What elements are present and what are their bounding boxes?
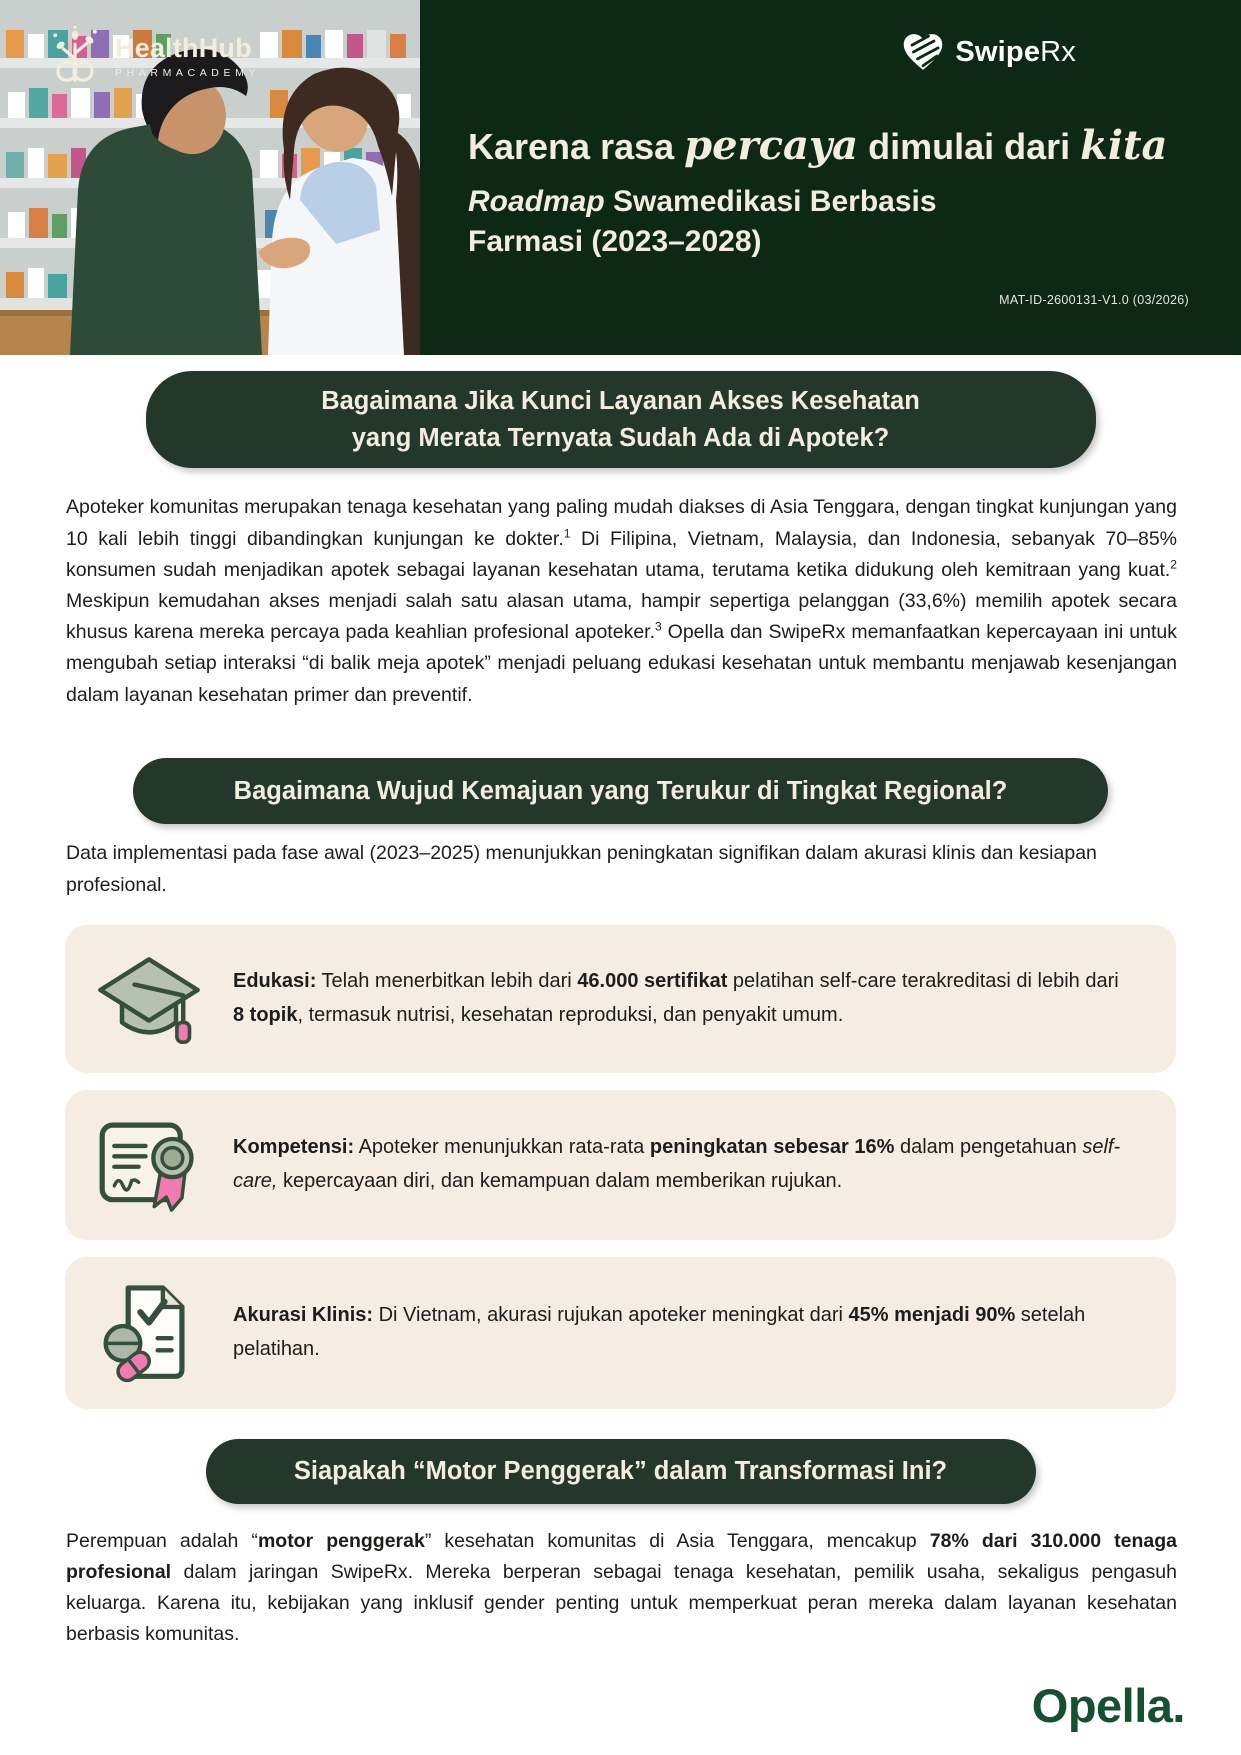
card-clinical-accuracy: [65, 1257, 1176, 1409]
certificate-icon: [97, 1110, 201, 1220]
hero-banner: [0, 0, 1241, 355]
card-competency-text: Kompetensi: Apoteker menunjukkan rata-rata peningkatan sebesar 16% dalam pengetahuan self-care, kepercayaan diri, dan kemampuan dalam memberikan rujukan.: [233, 1136, 1121, 1192]
card-competency-icon-wrap: [65, 1110, 233, 1220]
swiperx-name: SwipeRx: [955, 35, 1076, 68]
swiperx-logo: [900, 30, 1076, 74]
section-header-progress: Bagaimana Wujud Kemajuan yang Terukur di Tingkat Regional?: [133, 758, 1108, 825]
paragraph-access: Apoteker komunitas merupakan tenaga kesehatan yang paling mudah diakses di Asia Tenggara, dengan tingkat kunjungan yang 10 kali lebih tinggi dibandingkan kunjungan ke dokter.$^1$ Di Filipina, Vietnam, Malaysia, dan Indonesia, sebanyak 70–85% konsumen sudah menjadikan apotek sebagai layanan kesehatan utama, terutama ketika didukung oleh kemitraan yang kuat.$^2$ Meskipun kemudahan akses menjadi salah satu alasan utama, hampir sepertiga pelanggan (33,6%) memilih apotek secara khusus karena mereka percaya pada keahlian profesional apoteker.$^3$ Opella dan SwipeRx memanfaatkan kepercayaan ini untuk mengubah setiap interaksi “di balik meja apotek” menjadi peluang edukasi kesehatan untuk membantu menjawab kesenjangan dalam layanan kesehatan primer dan preventif.: [66, 496, 1177, 706]
graduation-cap-icon: [95, 945, 203, 1053]
healthhub-logo: [48, 26, 260, 86]
material-id: MAT-ID-2600131-V1.0 (03/2026): [999, 293, 1189, 307]
document-check-pills-icon: [97, 1277, 201, 1389]
healthhub-name: HealthHub: [115, 33, 252, 63]
section-header-drivers: Siapakah “Motor Penggerak” dalam Transformasi Ini?: [206, 1439, 1036, 1504]
opella-logo: Opella.: [1031, 1679, 1185, 1732]
paragraph-women-drivers: Perempuan adalah “motor penggerak” kesehatan komunitas di Asia Tenggara, mencakup 78% dari 310.000 tenaga profesional dalam jaringan SwipeRx. Mereka berperan sebagai tenaga kesehatan, pemilik usaha, sekaligus pengasuh keluarga. Karena itu, kebijakan yang inklusif gender penting untuk memperkuat peran mereka dalam layanan kesehatan berbasis komunitas.: [66, 1529, 1177, 1646]
hero-headline: Karena rasa percaya dimulai dari kita: [468, 122, 1168, 169]
healthhub-tagline: PHARMACADEMY: [115, 67, 261, 79]
section-header-access: Bagaimana Jika Kunci Layanan Akses Kesehatan yang Merata Ternyata Sudah Ada di Apotek?: [146, 371, 1096, 468]
card-clinical-accuracy-text: Akurasi Klinis: Di Vietnam, akurasi rujukan apoteker meningkat dari 45% menjadi 90% setelah pelatihan.: [233, 1304, 1086, 1360]
heart-hands-icon: [900, 30, 946, 74]
paragraph-implementation: Data implementasi pada fase awal (2023–2025) menunjukkan peningkatan signifikan dalam akurasi klinis dan kesiapan profesional.: [66, 842, 1097, 896]
card-competency: [65, 1090, 1176, 1240]
card-clinical-accuracy-icon-wrap: [65, 1277, 233, 1389]
card-education-text: Edukasi: Telah menerbitkan lebih dari 46.000 sertifikat pelatihan self-care terakreditasi di lebih dari 8 topik, termasuk nutrisi, kesehatan reproduksi, dan penyakit umum.: [233, 970, 1119, 1026]
card-education: [65, 925, 1176, 1073]
plant-logo-icon: [48, 26, 102, 86]
hero-subtitle: Roadmap Swamedikasi Berbasis Farmasi (2023–2028): [468, 185, 937, 258]
card-education-icon-wrap: [65, 945, 233, 1053]
